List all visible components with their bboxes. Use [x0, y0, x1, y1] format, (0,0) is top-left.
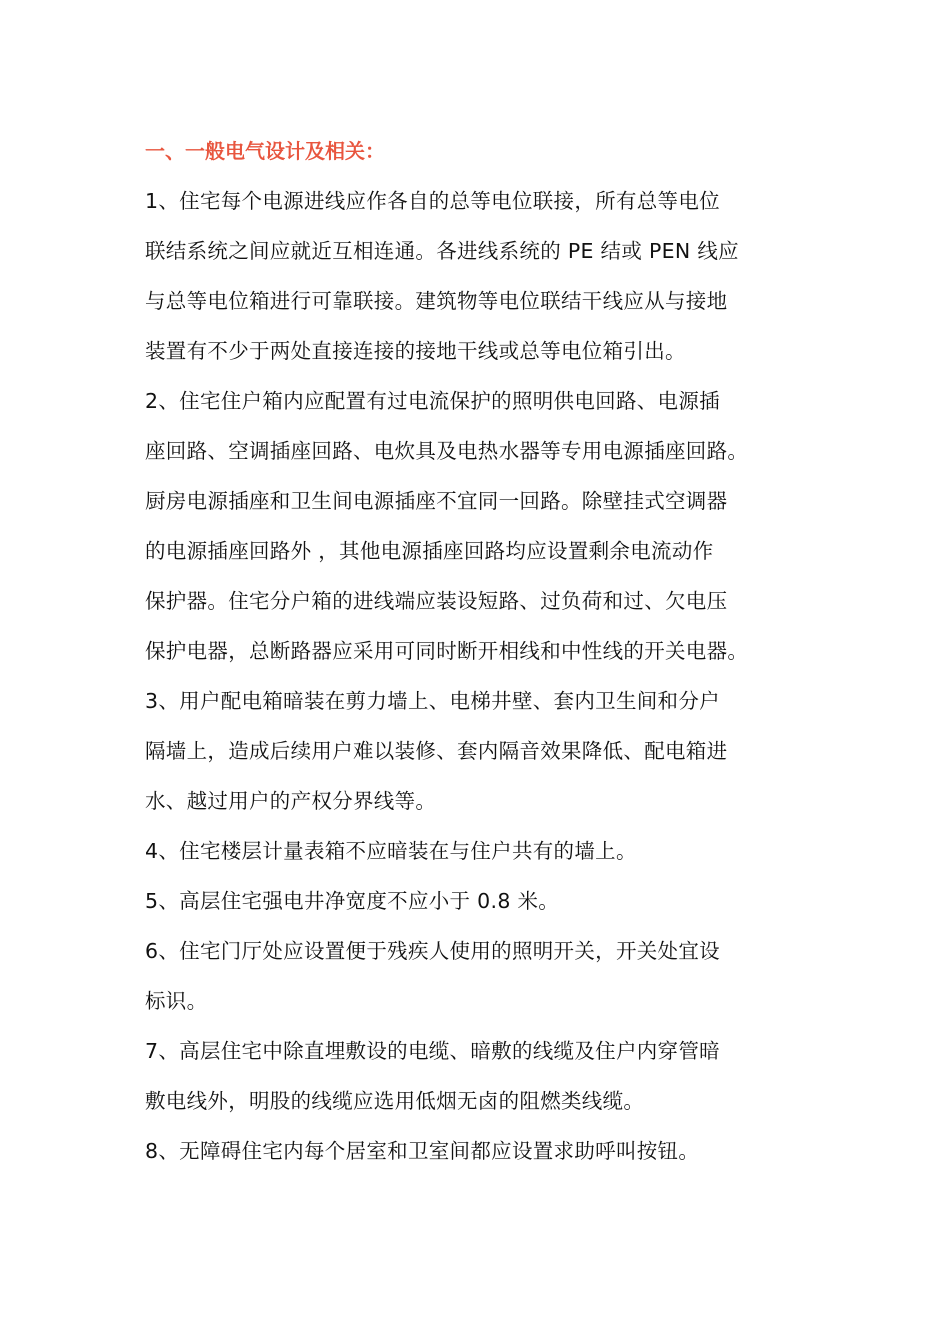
document-body	[145, 126, 825, 1176]
text-line: 8、无障碍住宅内每个居室和卫室间都应设置求助呼叫按钮。	[145, 1139, 700, 1163]
text-line: 敷电线外，明股的线缆应选用低烟无卤的阻燃类线缆。	[145, 1089, 645, 1113]
text-line: 保护电器，总断路器应采用可同时断开相线和中性线的开关电器。	[145, 639, 749, 663]
text-line: 联结系统之间应就近互相连通。各进线系统的 PE 结或 PEN 线应	[145, 239, 739, 263]
section-heading: 一、一般电气设计及相关：	[145, 139, 385, 163]
text-line: 5、高层住宅强电井净宽度不应小于 0.8 米。	[145, 889, 560, 913]
text-line: 4、住宅楼层计量表箱不应暗装在与住户共有的墙上。	[145, 839, 637, 863]
text-line: 6、住宅门厅处应设置便于残疾人使用的照明开关，开关处宜设	[145, 939, 720, 963]
text-line: 的电源插座回路外 ，其他电源插座回路均应设置剩余电流动作	[145, 539, 714, 563]
text-line: 与总等电位箱进行可靠联接。建筑物等电位联结干线应从与接地	[145, 289, 728, 313]
text-line: 座回路、空调插座回路、电炊具及电热水器等专用电源插座回路。	[145, 439, 749, 463]
text-line: 标识。	[145, 989, 208, 1013]
text-line: 隔墙上，造成后续用户难以装修、套内隔音效果降低、配电箱进	[145, 739, 728, 763]
text-line: 装置有不少于两处直接连接的接地干线或总等电位箱引出。	[145, 339, 686, 363]
text-line: 1、住宅每个电源进线应作各自的总等电位联接，所有总等电位	[145, 189, 720, 213]
text-line: 水、越过用户的产权分界线等。	[145, 789, 437, 813]
text-line: 2、住宅住户箱内应配置有过电流保护的照明供电回路、电源插	[145, 389, 720, 413]
text-line: 7、高层住宅中除直埋敷设的电缆、暗敷的线缆及住户内穿管暗	[145, 1039, 720, 1063]
text-line: 厨房电源插座和卫生间电源插座不宜同一回路。除壁挂式空调器	[145, 489, 728, 513]
text-line: 3、用户配电箱暗装在剪力墙上、电梯井壁、套内卫生间和分户	[145, 689, 720, 713]
text-line: 保护器。住宅分户箱的进线端应装设短路、过负荷和过、欠电压	[145, 589, 728, 613]
